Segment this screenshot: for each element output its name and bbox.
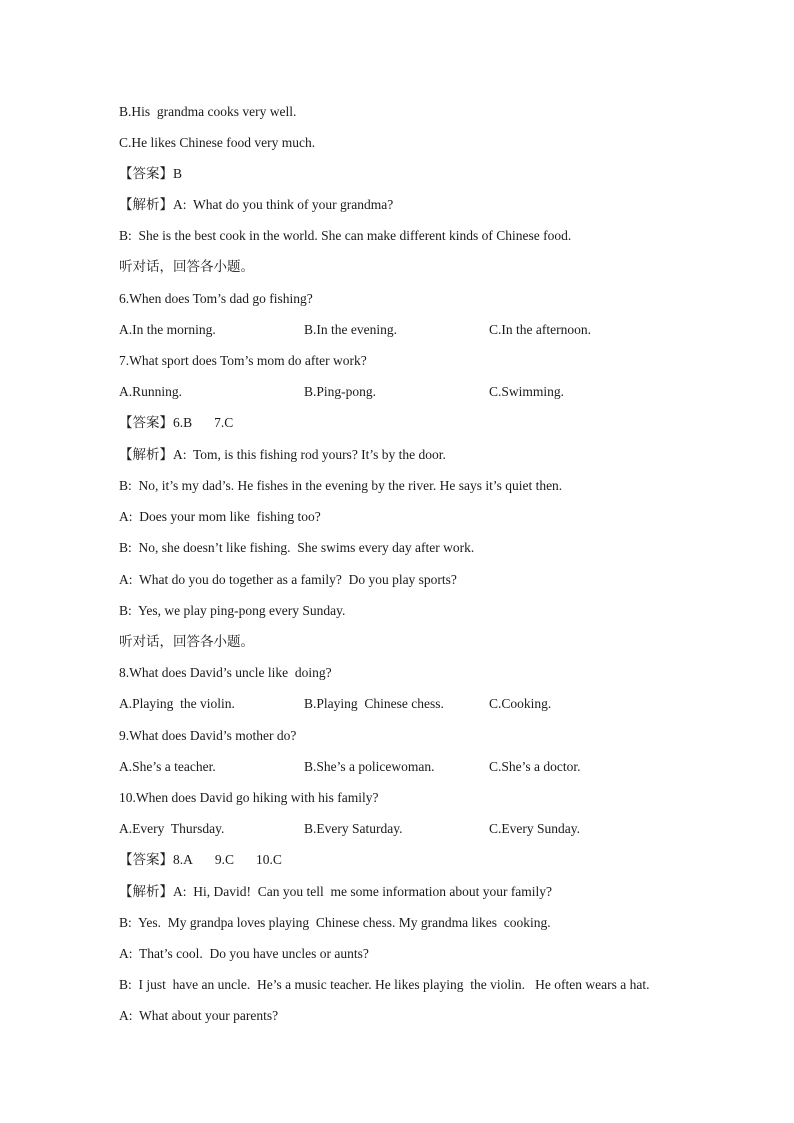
question-9: 9.What does David’s mother do?: [119, 728, 297, 743]
option-c-q6: C.In the afternoon.: [489, 322, 591, 337]
dialogue-line: B: No, she doesn’t like fishing. She swims every day after work.: [119, 540, 475, 555]
section-instruction: 听对话，回答各小题。: [119, 259, 254, 274]
option-a-q6: A.In the morning.: [119, 322, 216, 337]
dialogue-line: A: That’s cool. Do you have uncles or aunts?: [119, 946, 369, 961]
analysis-line: 【解析】A: What do you think of your grandma?: [119, 197, 394, 212]
option-c-q10: C.Every Sunday.: [489, 821, 580, 836]
question-8: 8.What does David’s uncle like doing?: [119, 665, 332, 680]
dialogue-line: B: She is the best cook in the world. She can make different kinds of Chinese food.: [119, 228, 572, 243]
option-b-q6: B.In the evening.: [304, 322, 397, 337]
dialogue-line: B: Yes. My grandpa loves playing Chinese chess. My grandma likes cooking.: [119, 915, 551, 930]
question-10: 10.When does David go hiking with his family?: [119, 790, 379, 805]
dialogue-line: B: Yes, we play ping-pong every Sunday.: [119, 603, 346, 618]
option-c-q9: C.She’s a doctor.: [489, 759, 581, 774]
section-instruction: 听对话，回答各小题。: [119, 634, 254, 649]
answer-q5: 【答案】B: [119, 166, 183, 181]
option-b-q5: B.His grandma cooks very well.: [119, 104, 297, 119]
option-a-q10: A.Every Thursday.: [119, 821, 225, 836]
analysis-line: 【解析】A: Hi, David! Can you tell me some information about your family?: [119, 884, 553, 899]
option-a-q7: A.Running.: [119, 384, 183, 399]
option-a-q8: A.Playing the violin.: [119, 696, 235, 711]
option-c-q8: C.Cooking.: [489, 696, 552, 711]
option-b-q7: B.Ping-pong.: [304, 384, 377, 399]
option-b-q10: B.Every Saturday.: [304, 821, 403, 836]
answer-8: 【答案】8.A: [119, 852, 193, 867]
question-7: 7.What sport does Tom’s mom do after work?: [119, 353, 367, 368]
answer-q6-q7: [119, 414, 233, 432]
dialogue-line: A: What do you do together as a family? Do you play sports?: [119, 572, 457, 587]
answer-10: 10.C: [256, 852, 282, 867]
option-b-q8: B.Playing Chinese chess.: [304, 696, 444, 711]
question-6: 6.When does Tom’s dad go fishing?: [119, 291, 313, 306]
dialogue-line: A: Does your mom like fishing too?: [119, 509, 321, 524]
analysis-line: 【解析】A: Tom, is this fishing rod yours? It’s by the door.: [119, 447, 446, 462]
option-a-q9: A.She’s a teacher.: [119, 759, 216, 774]
answer-q8-q10: [119, 851, 282, 869]
option-c-q5: C.He likes Chinese food very much.: [119, 135, 316, 150]
answer-9: 9.C: [214, 852, 235, 867]
dialogue-line: A: What about your parents?: [119, 1008, 279, 1023]
answer-7: 7.C: [214, 415, 234, 430]
answer-6: 【答案】6.B: [119, 415, 193, 430]
dialogue-line: B: I just have an uncle. He’s a music teacher. He likes playing the violin. He often wears a hat.: [119, 977, 650, 992]
dialogue-line: B: No, it’s my dad’s. He fishes in the evening by the river. He says it’s quiet then.: [119, 478, 563, 493]
option-b-q9: B.She’s a policewoman.: [304, 759, 435, 774]
option-c-q7: C.Swimming.: [489, 384, 565, 399]
